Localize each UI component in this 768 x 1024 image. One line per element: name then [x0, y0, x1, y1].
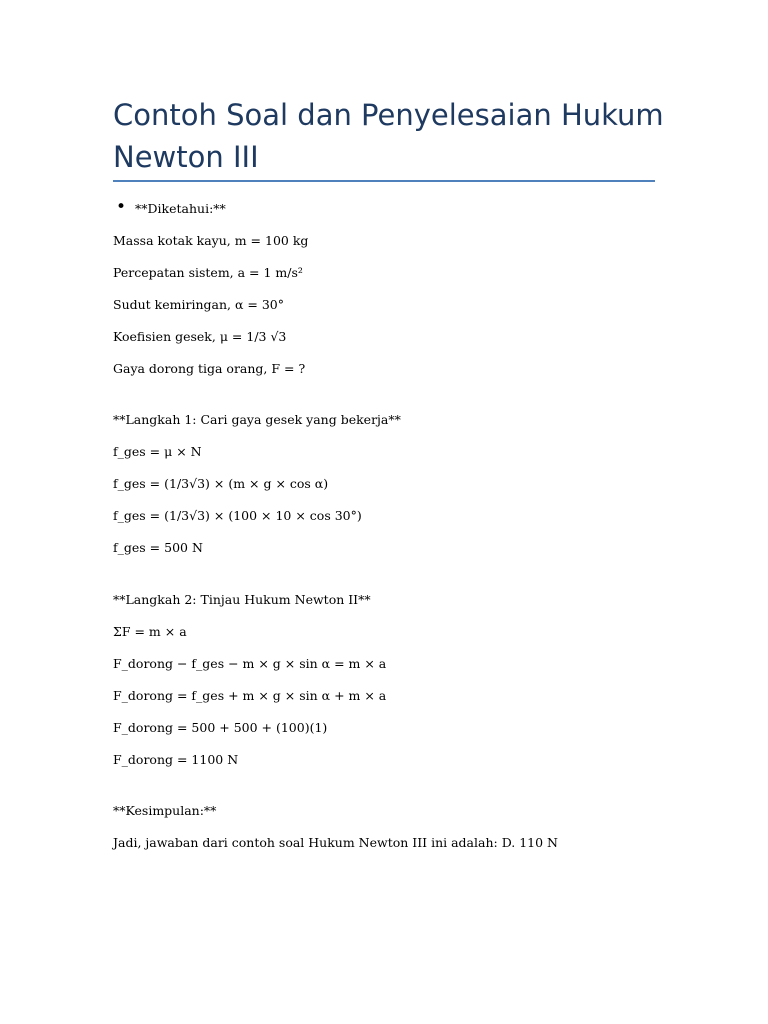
step1-line: f_ges = μ × N [113, 444, 202, 459]
title-underline [113, 180, 655, 182]
step2-line: F_dorong = 500 + 500 + (100)(1) [113, 720, 328, 735]
step2-line: F_dorong = 1100 N [113, 752, 239, 767]
conclusion-text: Jadi, jawaban dari contoh soal Hukum Newton III ini adalah: D. 110 N [113, 835, 558, 850]
step1-line: f_ges = (1/3√3) × (100 × 10 × cos 30°) [113, 508, 362, 523]
step2-heading: **Langkah 2: Tinjau Hukum Newton II** [113, 592, 371, 607]
conclusion-heading: **Kesimpulan:** [113, 803, 217, 818]
given-angle: Sudut kemiringan, α = 30° [113, 297, 284, 312]
step1-line: f_ges = 500 N [113, 540, 203, 555]
bullet-marker: • [116, 197, 127, 217]
step2-line: F_dorong − f_ges − m × g × sin α = m × a [113, 656, 387, 671]
given-acceleration: Percepatan sistem, a = 1 m/s² [113, 265, 303, 280]
step2-line: F_dorong = f_ges + m × g × sin α + m × a [113, 688, 387, 703]
step1-heading: **Langkah 1: Cari gaya gesek yang bekerja** [113, 412, 401, 427]
step2-line: ΣF = m × a [113, 624, 187, 639]
step1-line: f_ges = (1/3√3) × (m × g × cos α) [113, 476, 329, 491]
bullet-diketahui: **Diketahui:** [135, 201, 226, 216]
given-mass: Massa kotak kayu, m = 100 kg [113, 233, 309, 248]
given-friction-coefficient: Koefisien gesek, μ = 1/3 √3 [113, 329, 287, 344]
document-title: Contoh Soal dan Penyelesaian Hukum Newton III [113, 98, 664, 174]
given-push-force: Gaya dorong tiga orang, F = ? [113, 361, 306, 376]
